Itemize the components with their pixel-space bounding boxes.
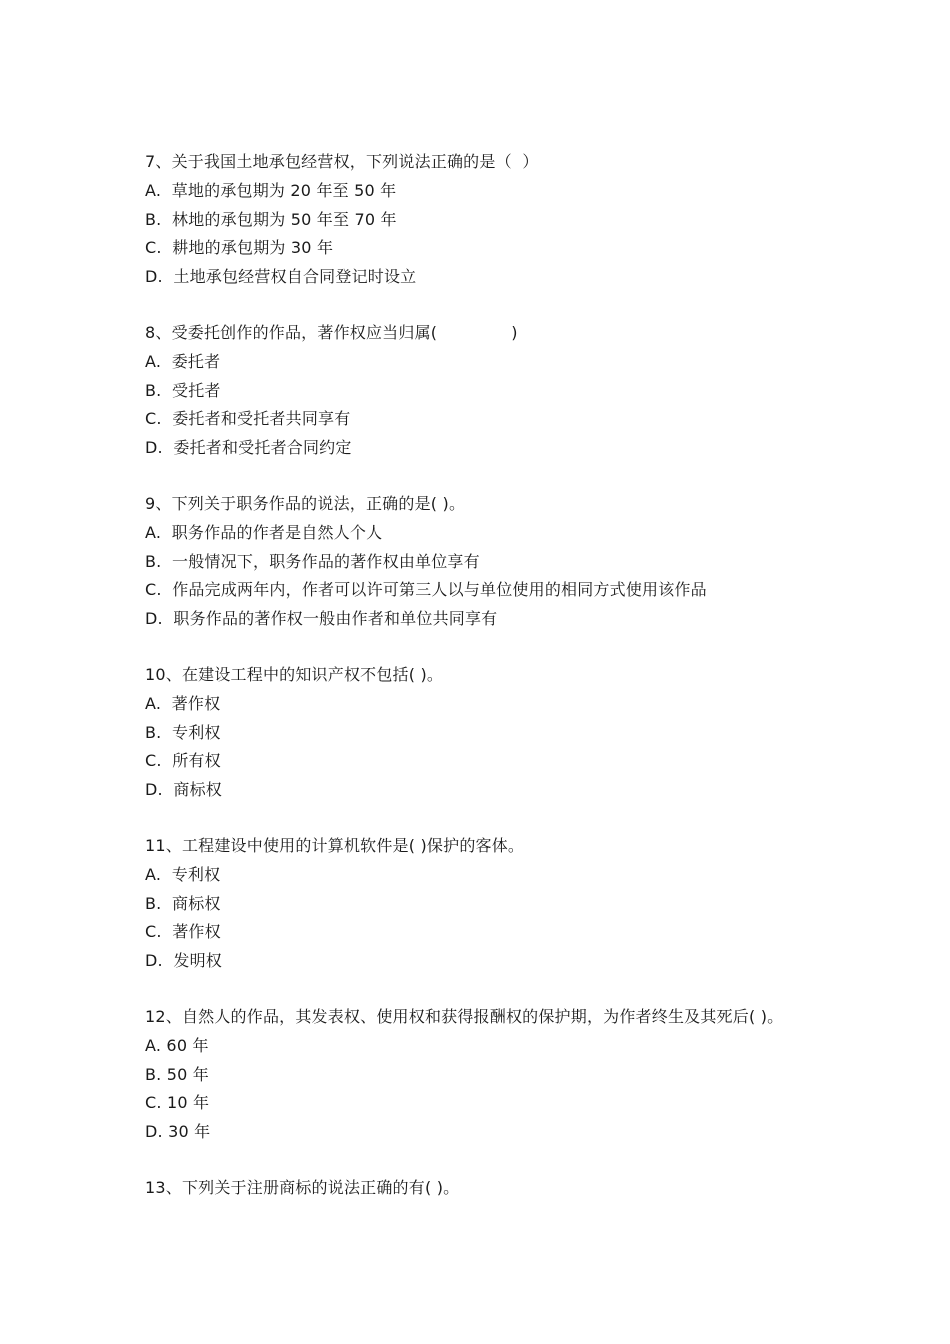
question-stem: 9、下列关于职务作品的说法，正确的是( )。: [145, 493, 466, 513]
option-b: B. 50 年: [145, 1064, 209, 1084]
question-list: [145, 148, 825, 1203]
option-b: B. 林地的承包期为 50 年至 70 年: [145, 209, 397, 229]
question-stem: 10、在建设工程中的知识产权不包括( )。: [145, 664, 444, 684]
option-d: D. 商标权: [145, 780, 222, 800]
option-a: A. 委托者: [145, 351, 221, 371]
question-11: [145, 832, 825, 976]
question-12: [145, 1003, 825, 1147]
option-a: A. 60 年: [145, 1035, 209, 1055]
question-stem: 13、下列关于注册商标的说法正确的有( )。: [145, 1177, 460, 1197]
question-stem: 7、关于我国土地承包经营权，下列说法正确的是（ ）: [145, 152, 539, 171]
question-9: [145, 490, 825, 634]
question-8: [145, 319, 825, 463]
option-b: B. 商标权: [145, 893, 221, 913]
option-d: D. 委托者和受托者合同约定: [145, 438, 352, 458]
option-d: D. 职务作品的著作权一般由作者和单位共同享有: [145, 609, 498, 629]
question-13: [145, 1174, 825, 1203]
option-c: C. 委托者和受托者共同享有: [145, 409, 351, 429]
option-d: D. 土地承包经营权自合同登记时设立: [145, 267, 417, 287]
question-stem: 11、工程建设中使用的计算机软件是( )保护的客体。: [145, 835, 525, 855]
option-c: C. 耕地的承包期为 30 年: [145, 238, 334, 258]
option-d: D. 发明权: [145, 951, 222, 971]
option-d: D. 30 年: [145, 1122, 211, 1142]
question-stem: 12、自然人的作品，其发表权、使用权和获得报酬权的保护期，为作者终生及其死后( )。: [145, 1006, 784, 1026]
option-b: B. 一般情况下，职务作品的著作权由单位享有: [145, 551, 480, 571]
option-a: A. 专利权: [145, 864, 221, 884]
option-a: A. 职务作品的作者是自然人个人: [145, 522, 383, 542]
question-stem: 8、受委托创作的作品，著作权应当归属( ): [145, 322, 518, 342]
option-a: A. 草地的承包期为 20 年至 50 年: [145, 180, 397, 200]
option-c: C. 所有权: [145, 751, 221, 771]
option-c: C. 作品完成两年内，作者可以许可第三人以与单位使用的相同方式使用该作品: [145, 580, 707, 600]
option-c: C. 10 年: [145, 1093, 210, 1113]
option-a: A. 著作权: [145, 693, 221, 713]
option-b: B. 受托者: [145, 380, 221, 400]
question-10: [145, 661, 825, 805]
question-7: [145, 148, 825, 292]
option-b: B. 专利权: [145, 722, 221, 742]
option-c: C. 著作权: [145, 922, 221, 942]
